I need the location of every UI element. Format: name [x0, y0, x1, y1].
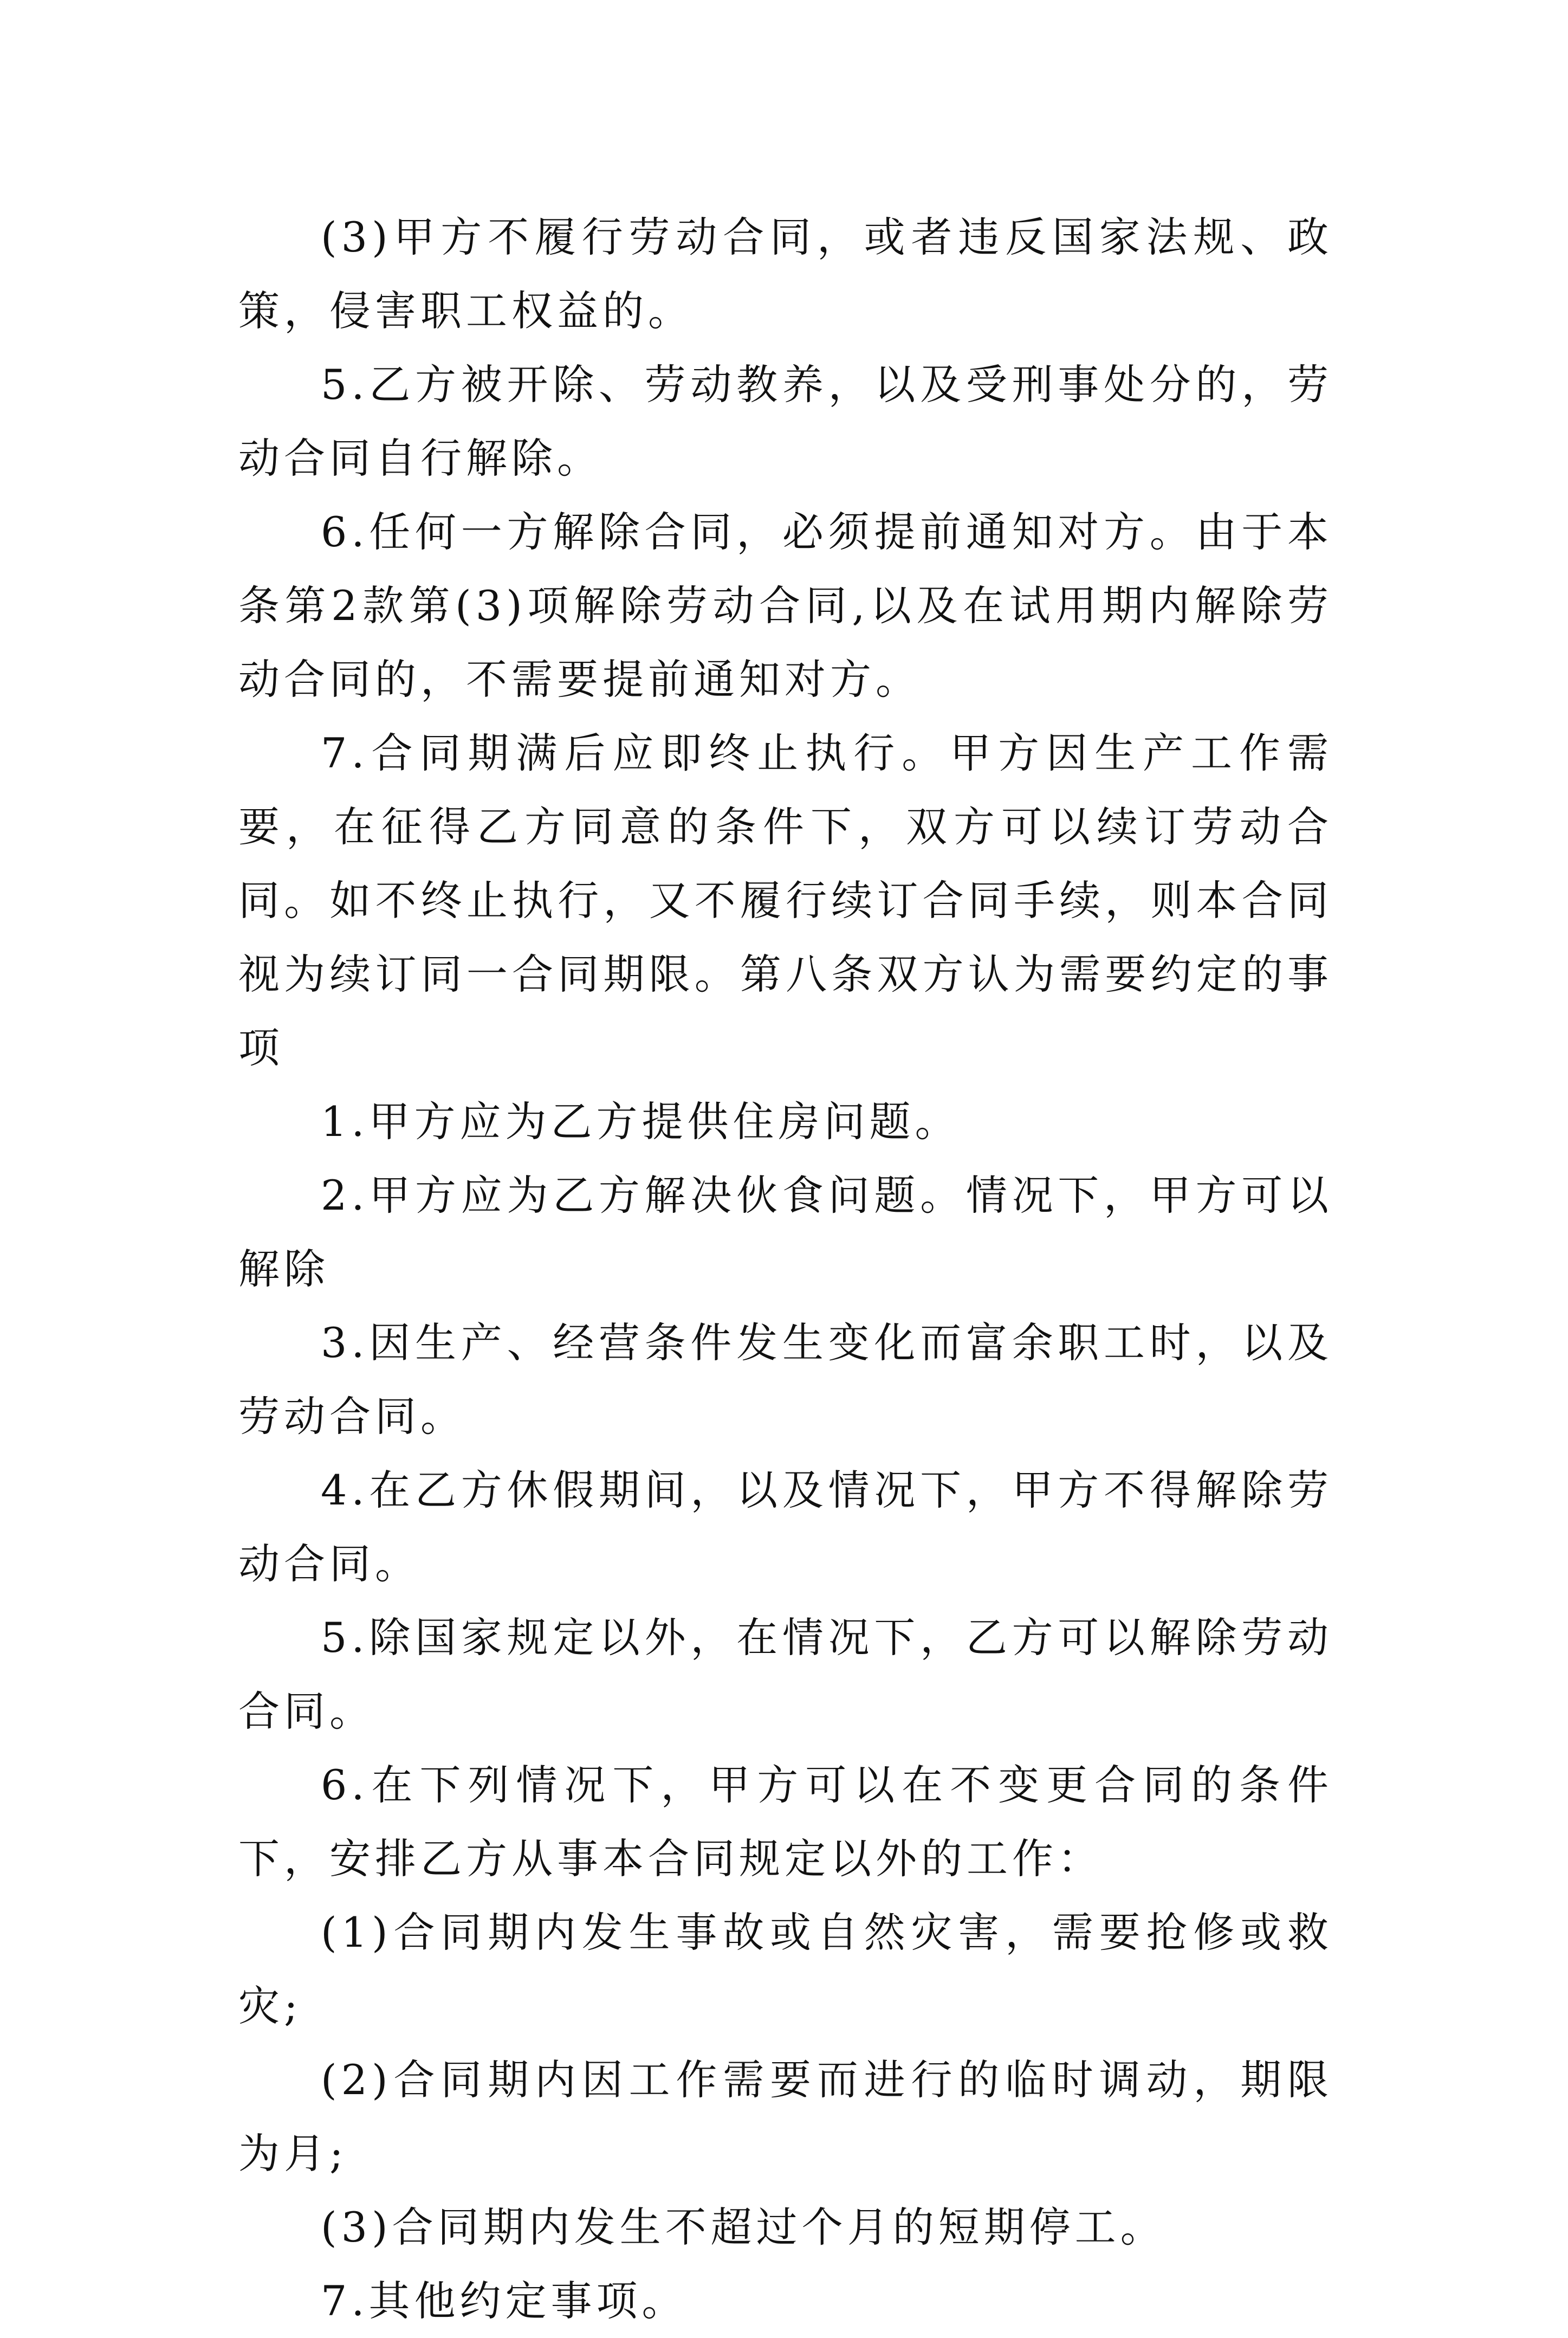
paragraph: 4.在乙方休假期间，以及情况下，甲方不得解除劳动合同。	[238, 1466, 1333, 1588]
paragraph: (3)甲方不履行劳动合同，或者违反国家法规、政策，侵害职工权益的。	[238, 213, 1333, 335]
paragraph: 5.除国家规定以外，在情况下，乙方可以解除劳动合同。	[238, 1613, 1333, 1735]
paragraph: 3.因生产、经营条件发生变化而富余职工时，以及劳动合同。	[238, 1319, 1333, 1441]
paragraph: 6.任何一方解除合同，必须提前通知对方。由于本条第2款第(3)项解除劳动合同,以及在试用期内解除劳动合同的，不需要提前通知对方。	[238, 508, 1333, 703]
paragraph: 5.乙方被开除、劳动教养，以及受刑事处分的，劳动合同自行解除。	[238, 360, 1333, 482]
paragraph: (1)合同期内发生事故或自然灾害，需要抢修或救灾;	[238, 1908, 1333, 2030]
paragraph: 2.甲方应为乙方解决伙食问题。情况下，甲方可以解除	[238, 1171, 1333, 1293]
paragraph: 1.甲方应为乙方提供住房问题。	[321, 1097, 961, 1146]
paragraph: 6.在下列情况下，甲方可以在不变更合同的条件下，安排乙方从事本合同规定以外的工作：	[238, 1761, 1333, 1883]
document-body	[238, 201, 1333, 2338]
paragraph: 7.其他约定事项。	[321, 2277, 688, 2325]
paragraph: (3)合同期内发生不超过个月的短期停工。	[321, 2203, 1166, 2251]
paragraph: 7.合同期满后应即终止执行。甲方因生产工作需要，在征得乙方同意的条件下，双方可以续订劳动合同。如不终止执行，又不履行续订合同手续，则本合同视为续订同一合同期限。第八条双方认为需要约定的事项	[238, 729, 1333, 1072]
paragraph: (2)合同期内因工作需要而进行的临时调动，期限为月;	[238, 2056, 1333, 2178]
